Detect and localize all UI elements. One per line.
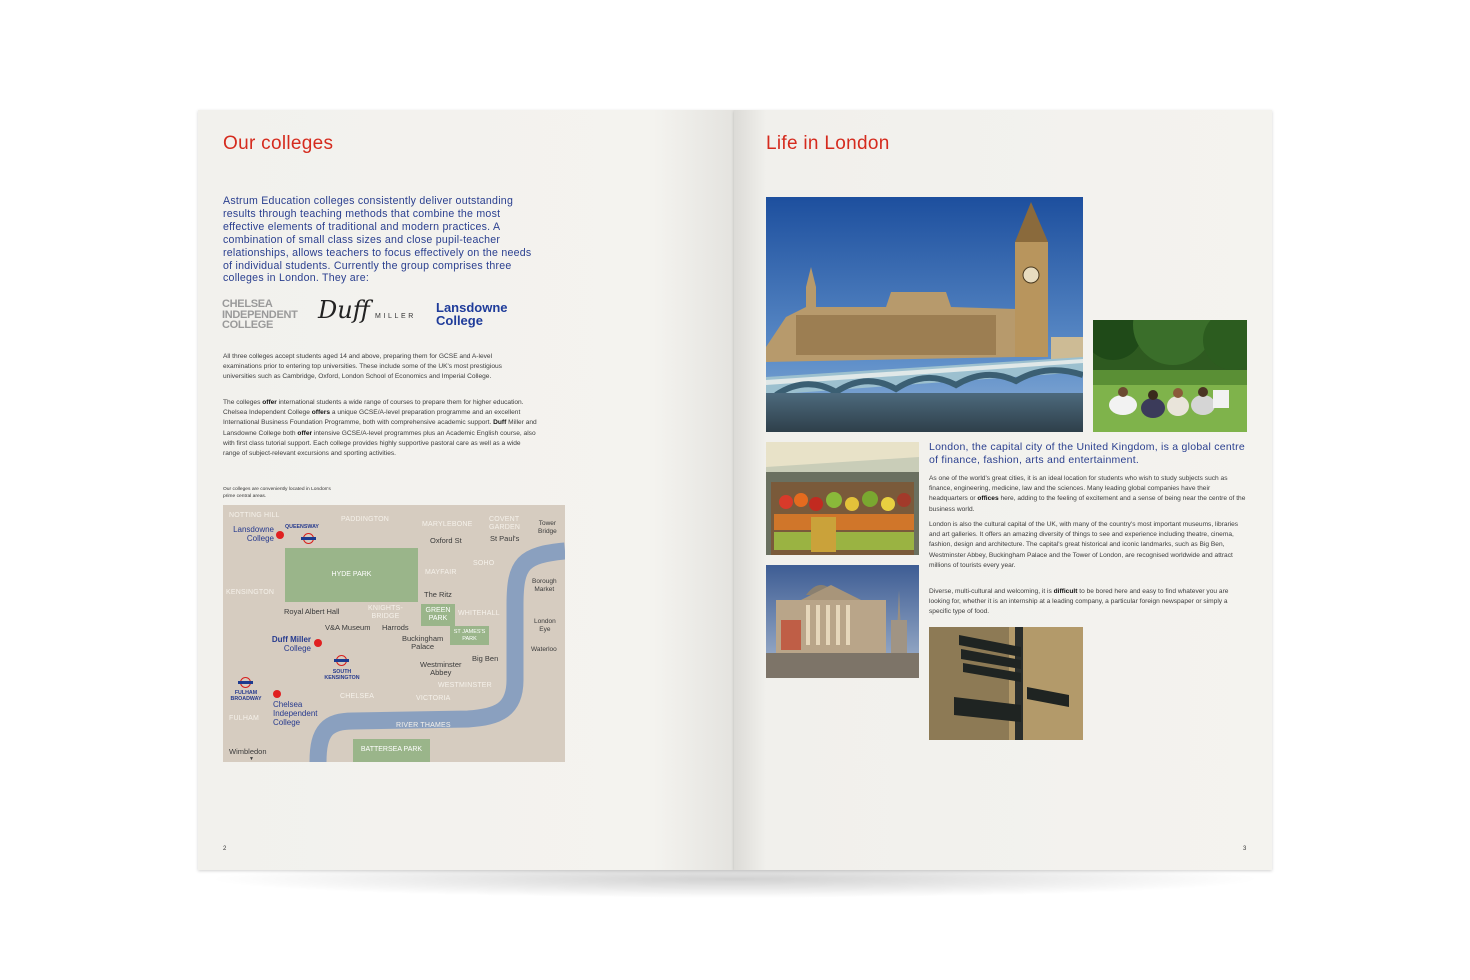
green-park-label: GREEN PARK <box>425 607 451 622</box>
fruit-market-photo <box>766 442 919 555</box>
chelsea-logo-line: CHELSEA <box>222 298 273 310</box>
chelsea-area-label: CHELSEA <box>340 693 375 700</box>
whitehall-label: WHITEHALL <box>458 610 500 617</box>
chelsea-college-map-label: Chelsea Independent College <box>273 700 318 727</box>
knightsbridge-label: KNIGHTS- BRIDGE <box>368 605 404 620</box>
chelsea-college-logo <box>222 299 298 331</box>
the-ritz-label: The Ritz <box>424 590 452 599</box>
wimbledon-label: Wimbledon <box>229 747 267 756</box>
st-pauls-label: St Paul's <box>490 534 520 543</box>
big-ben-label: Big Ben <box>472 654 499 663</box>
lansdowne-map-label: Lansdowne College <box>233 525 274 543</box>
duff-miller-map-label: Duff Miller College <box>271 635 311 653</box>
queensway-tube-icon <box>302 533 315 544</box>
westminster-abbey-label: Westminster Abbey <box>420 660 462 677</box>
colleges-lead-paragraph: Astrum Education colleges consistently deliver outstanding results through teaching methods that combine the most effective elements of traditional and modern practices. A combination of small class sizes and close pupil-teacher relationships, allows teachers to focus effectively on the needs of individual students. Currently the group comprises three colleges in London. They are: <box>223 195 532 285</box>
fulham-broadway-tube-icon <box>239 677 252 688</box>
hyde-park-label: HYDE PARK <box>331 571 372 578</box>
royal-albert-hall-label: Royal Albert Hall <box>284 607 340 616</box>
colleges-paragraph-2: The colleges offer international students a wide range of courses to prepare them for higher education. Chelsea Independent College offers a unique GCSE/A-level preparation programme and an excellent International Business Foundation Programme, both with comprehensive academic support. Duff Miller and Lansdowne College both offer intensive GCSE/A-level programmes plus an Academic English course, also with first class tutorial support. Each college provides highly supportive pastoral care as well as a wide range of subject-relevant excursions and sporting activities. <box>223 399 537 458</box>
waterloo-label: Waterloo <box>531 646 557 653</box>
life-in-london-title: Life in London <box>766 133 890 154</box>
lansdowne-logo-line: Lansdowne <box>436 300 508 315</box>
lansdowne-location-marker-icon <box>276 531 284 539</box>
fulham-label: FULHAM <box>229 715 259 722</box>
mayfair-label: MAYFAIR <box>425 569 457 576</box>
students-in-park-photo <box>1093 320 1247 432</box>
notting-hill-label: NOTTING HILL <box>229 512 280 519</box>
duff-miller-location-marker-icon <box>314 639 322 647</box>
queensway-label: QUEENSWAY <box>285 524 319 530</box>
chelsea-college-location-marker-icon <box>273 690 281 698</box>
harrods-label: Harrods <box>382 623 409 632</box>
westminster-label: WESTMINSTER <box>438 682 492 689</box>
westminster-bridge-photo <box>766 197 1083 432</box>
fulham-broadway-label: FULHAM BROADWAY <box>230 690 262 702</box>
page-number-left: 2 <box>223 846 227 852</box>
wimbledon-arrow-icon: ▼ <box>249 756 254 762</box>
london-paragraph-3: Diverse, multi-cultural and welcoming, it is difficult to be bored here and easy to find whatever you are looking for, whether it is an internship at a leading company, a particular foreign newspaper or simply a specific type of food. <box>929 588 1229 616</box>
colleges-paragraph-1: All three colleges accept students aged 14 and above, preparing them for GCSE and A-level examinations prior to entering top universities. These include some of the UK's most prestigious universities such as Cambridge, Oxford, London School of Economics and Imperial College. <box>223 353 502 381</box>
river-thames-label: RIVER THAMES <box>396 722 451 729</box>
victoria-label: VICTORIA <box>416 695 451 702</box>
st-james-park-label: ST JAMES'S PARK <box>453 629 486 642</box>
borough-market-label: Borough Market <box>532 578 557 593</box>
marylebone-label: MARYLEBONE <box>422 521 473 528</box>
map-caption: Our colleges are conveniently located in London's prime central areas. <box>223 487 331 499</box>
lansdowne-college-logo <box>436 301 508 327</box>
our-colleges-title: Our colleges <box>223 133 334 154</box>
battersea-park-label: BATTERSEA PARK <box>360 746 423 753</box>
south-kensington-tube-icon <box>335 655 348 666</box>
duff-miller-logo-script: Duff <box>318 296 370 324</box>
va-museum-label: V&A Museum <box>325 623 371 632</box>
paddington-label: PADDINGTON <box>341 516 390 523</box>
street-signpost-photo <box>929 627 1083 740</box>
london-paragraph-2: London is also the cultural capital of the UK, with many of the country's most important museums, libraries and art galleries. It offers an amazing diversity of things to see and experience including theatre, cinema, fashion, design and architecture. The capital's great historical and iconic landmarks, such as Big Ben, Westminster Abbey, Buckingham Palace and the Tower of London, are recognised worldwide and attract millions of tourists every year. <box>929 521 1239 569</box>
soho-label: SOHO <box>473 560 495 567</box>
national-gallery-photo <box>766 565 919 678</box>
south-kensington-label: SOUTH KENSINGTON <box>324 669 360 681</box>
tower-bridge-label: Tower Bridge <box>538 520 557 535</box>
london-eye-label: London Eye <box>534 618 556 633</box>
duff-miller-logo-word: MILLER <box>375 313 416 320</box>
kensington-label: KENSINGTON <box>226 589 275 596</box>
covent-garden-label: COVENT GARDEN <box>489 516 521 531</box>
chelsea-logo-line: COLLEGE <box>222 319 274 331</box>
london-map <box>223 505 565 762</box>
buckingham-palace-label: Buckingham Palace <box>402 634 444 651</box>
page-number-right: 3 <box>1243 846 1247 852</box>
london-lead-paragraph: London, the capital city of the United Kingdom, is a global centre of finance, fashion, arts and entertainment. <box>929 441 1245 466</box>
oxford-st-label: Oxford St <box>430 536 462 545</box>
lansdowne-logo-line: College <box>436 313 483 328</box>
london-paragraph-1: As one of the world's great cities, it is an ideal location for students who wish to study subjects such as finance, engineering, medicine, law and the sciences. Many leading global companies have their headquarters or offices here, adding to the feeling of excitement and a sense of being near the centre of the business world. <box>929 475 1246 513</box>
chelsea-logo-line: INDEPENDENT <box>222 308 298 321</box>
